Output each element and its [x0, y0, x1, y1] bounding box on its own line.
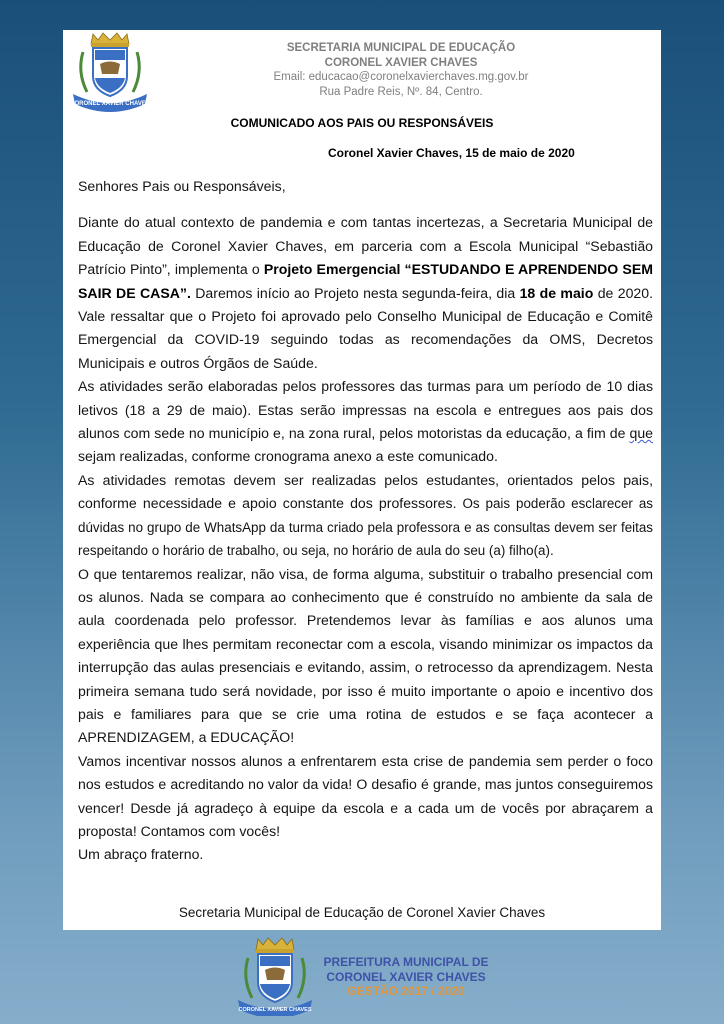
project-name: Projeto Emergencial “ESTUDANDO E APRENDENDO SEM SAIR DE CASA”.	[78, 261, 653, 301]
footer-crest-ribbon-text: CORONEL XAVIER CHAVES	[238, 1007, 312, 1013]
letterhead-address: Rua Padre Reis, Nº. 84, Centro.	[319, 85, 483, 98]
paragraph-2	[78, 375, 653, 469]
p1-text-c: Daremos início ao Projeto nesta segunda-feira, dia	[190, 284, 520, 301]
p2-text-c: sejam realizadas, conforme cronograma anexo a este comunicado.	[78, 448, 498, 465]
p3-text-a: As atividades remotas devem ser realizadas pelos estudantes, orientados pelos pais, conforme necessidade e apoio constante dos professores.	[78, 471, 653, 512]
document-title: COMUNICADO AOS PAIS OU RESPONSÁVEIS	[230, 116, 494, 130]
footer-line-2: CORONEL XAVIER CHAVES	[326, 969, 486, 984]
paragraph-4: O que tentaremos realizar, não visa, de forma alguma, substituir o trabalho presencial com os alunos. Nada se compara ao conhecimento que é construído no ambiente da sala de aula coordenada pelo professor. Pretendemos levar às famílias e aos alunos uma experiência que lhes permitam reconectar com a escola, visando minimizar os impactos da interrupção das aulas presenciais e evitando, assim, o retrocesso da aprendizagem. Nesta primeira semana tudo será novidade, por isso é muito importante o apoio e incentivo dos pais e familiares para que se crie uma rotina de estudos e se faça acontecer a APRENDIZAGEM, a EDUCAÇÃO!	[78, 565, 653, 746]
letterhead-municipality: CORONEL XAVIER CHAVES	[324, 56, 478, 69]
signature: Secretaria Municipal de Educação de Coronel Xavier Chaves	[178, 905, 546, 920]
paragraph-5: Vamos incentivar nossos alunos a enfrentarem esta crise de pandemia sem perder o foco nos estudos e acreditando no valor da vida! O desafio é grande, mas juntos conseguiremos vencer! Desde já agradeço à equipe da escola e a cada um de vocês por abraçarem a proposta! Contamos com vocês!	[78, 752, 653, 839]
p2-text-a: As atividades serão elaboradas pelos professores das turmas para um período de 10 dias letivos (18 a 29 de maio). Estas serão impressas na escola e entregues aos pais dos alunos com sede no município e, na zona rural, pelos motoristas da educação, a fim de	[78, 378, 653, 442]
letterhead-secretariat: SECRETARIA MUNICIPAL DE EDUCAÇÃO	[286, 42, 516, 54]
paragraph-3	[78, 469, 653, 563]
footer-coat-of-arms-icon	[236, 936, 314, 1016]
p1-text-a: Diante do atual contexto de pandemia e com tantas incertezas, a Secretaria Municipal de Educação de Coronel Xavier Chaves, em parceria com a Escola Municipal “Sebastião Patrício Pinto”, implementa o	[78, 214, 653, 278]
start-date: 18 de maio	[519, 284, 594, 301]
crest-ribbon-text: CORONEL XAVIER CHAVES	[70, 101, 150, 107]
footer-line-1: PREFEITURA MUNICIPAL DE	[323, 955, 489, 969]
letterhead	[243, 41, 559, 99]
closing: Um abraço fraterno.	[78, 846, 204, 863]
place-date: Coronel Xavier Chaves, 15 de maio de 2020	[328, 146, 575, 160]
municipal-coat-of-arms-icon	[69, 32, 151, 112]
paragraph-1	[78, 211, 653, 375]
salutation: Senhores Pais ou Responsáveis,	[78, 178, 286, 194]
letter-body	[78, 175, 653, 867]
document-page	[63, 30, 661, 930]
footer-administration: GESTÃO 2017 / 2020	[347, 984, 465, 998]
p1-text-e: de 2020. Vale ressaltar que o Projeto foi aprovado pelo Conselho Municipal de Educação e Comitê Emergencial da COVID-19 seguindo todas as recomendações da OMS, Decretos Municipais e outros Órgãos de Saúde.	[78, 284, 653, 371]
spellcheck-word: que	[629, 425, 653, 442]
p3-text-b: Os pais poderão esclarecer as dúvidas no grupo de WhatsApp da turma criado pela professora e as consultas devem ser feitas respeitando o horário de trabalho, ou seja, no horário de aula do seu (a) filho(a).	[78, 496, 653, 559]
letterhead-email: Email: educacao@coronelxavierchaves.mg.gov.br	[273, 71, 529, 83]
footer	[318, 955, 494, 999]
